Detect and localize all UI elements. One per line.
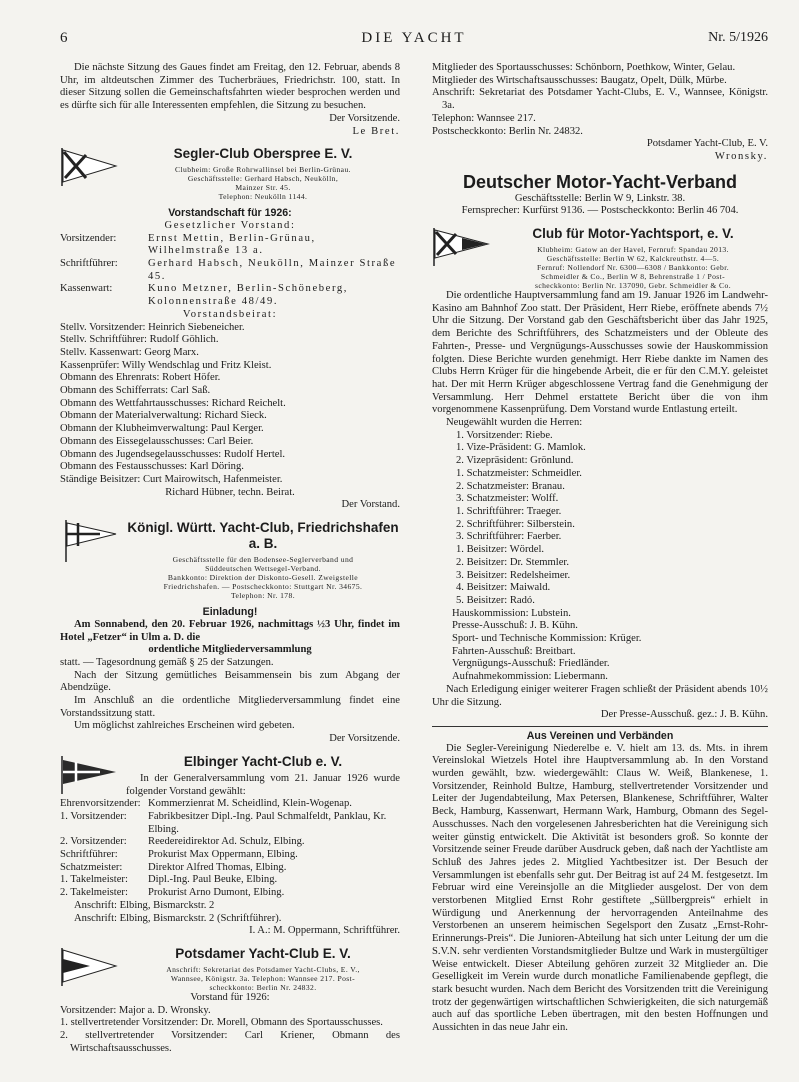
section-heading: Vorstandschaft für 1926:	[168, 207, 292, 220]
club-info-line: Clubheim: Große Rohrwallinsel bei Berlin-Grünau.	[175, 165, 351, 175]
list-item: 2. Beisitzer: Dr. Stemmler.	[456, 556, 569, 568]
club-info-line: Süddeutschen Wettsegel-Verband.	[205, 564, 321, 574]
board-row: Schatzmeister: Direktor Alfred Thomas, Elbing.	[60, 861, 287, 873]
club-info-line: Geschäftsstelle: Gerhard Habsch, Neukölln,	[187, 174, 339, 184]
journal-title: DIE YACHT	[361, 30, 467, 46]
advisory-line: Kassenprüfer: Willy Wendschlag und Fritz Kleist.	[60, 359, 272, 371]
club-info-line: scheckkonto: Berlin Nr. 137090, Gebr. Schmeidler & Co.	[534, 281, 732, 291]
potsdam-line: Telephon: Wannsee 217.	[432, 112, 536, 124]
elected-intro: Neugewählt wurden die Herren:	[446, 417, 583, 429]
list-item: Fahrten-Ausschuß: Breitbart.	[452, 645, 576, 657]
advisory-line: Obmann des Festausschusses: Karl Döring.	[60, 461, 244, 473]
list-item: 3. Beisitzer: Redelsheimer.	[456, 569, 571, 581]
list-item: Presse-Ausschuß: J. B. Kühn.	[452, 620, 578, 632]
list-item: 1. Vize-Präsident: G. Mamlok.	[456, 442, 586, 454]
club-elbing	[60, 754, 400, 798]
list-item: Sport- und Technische Kommission: Krüger.	[452, 633, 642, 645]
club-title: Potsdamer Yacht-Club E. V.	[175, 945, 351, 961]
club-address: Anschrift: Elbing, Bismarckstr. 2	[74, 899, 215, 911]
pennant-oberspree-icon	[60, 146, 118, 188]
potsdam-line: Mitglieder des Sportausschusses: Schönborn, Poethkow, Winter, Gelau.	[432, 62, 736, 73]
invitation-text: Am Sonnabend, den 20. Februar 1926, nachmittags ½3 Uhr, findet im Hotel „Fetzer“ in Ulm a. D. die	[60, 618, 400, 643]
board-row: 2. Vorsitzender: Reedereidirektor Ad. Schulz, Elbing.	[60, 836, 305, 848]
board-line: 1. stellvertretender Vorsitzender: Dr. Morell, Obmann des Sportausschusses.	[60, 1017, 383, 1029]
invitation-text: Um möglichst zahlreiches Erscheinen wird gebeten.	[74, 720, 295, 732]
association-title: Deutscher Motor-Yacht-Verband	[462, 171, 738, 192]
club-oberspree	[60, 146, 400, 201]
news-paragraph: Die Segler-Vereinigung Niederelbe e. V. hielt am 13. ds. Mts. in ihrem Vereinslokal Wietzels Hotel ihre Hauptversammlung ab. In den Vorstand wurden gewählt, bzw. wiedergewählt: Claus W. Weiß, Blankenese, 1. Vorsitzender, Reinhold Bultze, Hamburg, stellvertretender Vorsitzender und Leiter der Jugendabteilung, Max Petersen, Blankenese, Schriftführer, Walter Beck, Hamburg, Kassenwart, Hermann Wark, Hamburg, Obmann des Segel-Ausschusses. Nach den vorgelesenen Jahresberichten hat die Vereinigung sich weiter günstig entwickelt. Die Aktivität ist besonders groß. So konnte der Vorsitzende seiner Freude darüber Ausdruck geben, daß nach der Yachtliste am Schluß des Jahres jedes 2. Mitglied Yachtbesitzer ist. Der Besuch der Versammlungen ist ebenfalls sehr gut. Der Beitrag ist auf 24 M. festgesetzt. Im Februar wird eine Vereinsjolle an die Mitglieder ausgelost. Der von dem verstorbenen Mitglied Ernst Rohr gestiftete „Süllbergpreis“ erhielt in Würdigung und Anerkennung der hervorragenden Anteilnahme des Verstorbenen an unserem heimischen Segelsport den Zusatz „Ernst-Rohr-Erinnerungs-Preis“. Die Junioren-Abteilung hat sich unter Leitung der um die S.V.N. sehr verdienten Vorstandsmitglieder Bultze und Wark in mustergültiger Weise entwickelt. Dieser Abteilung gehören zurzeit 32 Mitglieder an. Die Geselligkeit im Verein wurde durch monatliche Familienabende gepflegt, die stark besucht wurden. Nach dem Bericht des Vorsitzenden tritt die Vereinigung trotz der gegenwärtigen wirtschaftlichen Schwierigkeiten, die sich naturgemäß auch auf das sportliche Leben übertragen, mit den besten Hoffnungen und Aussichten in das neue Jahr ein.	[432, 742, 768, 1034]
board-row: 2. Takelmeister: Prokurist Arno Dumont, Elbing.	[60, 887, 285, 899]
advisory-line: Obmann des Schifferrats: Carl Saß.	[60, 385, 211, 397]
invitation-text: statt. — Tagesordnung gemäß § 25 der Satzungen.	[60, 656, 274, 668]
divider	[432, 726, 768, 727]
list-item: 4. Beisitzer: Maiwald.	[456, 582, 551, 594]
section-subheading: Gesetzlicher Vorstand:	[164, 219, 296, 231]
page-header	[60, 30, 768, 50]
list-item: 1. Schriftführer: Traeger.	[456, 505, 562, 517]
club-info-line: Schmeidler & Co., Berlin W 8, Behrenstraße 1 / Post-	[540, 272, 726, 282]
board-line: Vorsitzender: Major a. D. Wronsky.	[60, 1004, 211, 1016]
club-title: Königl. Württ. Yacht-Club, Friedrichshafen a. B.	[127, 520, 399, 552]
club-signature: Der Presse-Ausschuß. gez.: J. B. Kühn.	[600, 709, 768, 721]
intro-signature-name: Le Bret.	[352, 125, 400, 137]
club-info-line: Wannsee, Königstr. 3a. Telephon: Wannsee 217. Post-	[170, 973, 356, 983]
club-info-line: Geschäftsstelle: Berlin W 62, Kalckreuthstr. 4—5.	[546, 254, 720, 264]
board-row: 1. Takelmeister: Dipl.-Ing. Paul Beuke, Elbing.	[60, 874, 278, 886]
club-title: Segler-Club Oberspree E. V.	[173, 146, 353, 162]
club-potsdam	[60, 946, 400, 992]
list-item: Hauskommission: Lubstein.	[452, 607, 571, 619]
association-address: Geschäftsstelle: Berlin W 9, Linkstr. 38.	[514, 192, 686, 204]
club-info-line: Mainzer Str. 45.	[235, 183, 291, 193]
advisory-line: Ständige Beisitzer: Curt Mairowitsch, Hafenmeister.	[60, 473, 283, 485]
advisory-line: Obmann der Klubheimverwaltung: Paul Kerger.	[60, 423, 264, 435]
advisory-line: Obmann des Eissegelausschusses: Carl Beier.	[60, 435, 254, 447]
list-item: 2. Schatzmeister: Branau.	[456, 480, 565, 492]
board-row: Ehrenvorsitzender: Kommerzienrat M. Scheidlind, Klein-Wogenap.	[60, 798, 352, 810]
pennant-potsdam-icon	[60, 946, 118, 988]
section-heading: Aus Vereinen und Verbänden	[526, 729, 674, 742]
board-row: Kassenwart: Kuno Metzner, Berlin-Schöneberg, Kolonnenstraße 48/49.	[60, 283, 349, 308]
invitation-text: Im Anschluß an die ordentliche Mitgliederversammlung findet eine Vorstandssitzung statt.	[60, 695, 400, 719]
advisory-line: Obmann des Jugendsegelausschusses: Rudolf Hertel.	[60, 448, 286, 460]
issue-number: Nr. 5/1926	[708, 30, 768, 45]
advisory-line: Obmann des Wettfahrtausschusses: Richard Reichelt.	[60, 397, 286, 409]
board-row: Vorsitzender: Ernst Mettin, Berlin-Grünau, Wilhelmstraße 13 a.	[60, 232, 316, 257]
list-item: 3. Schatzmeister: Wolff.	[456, 493, 559, 505]
board-line: 2. stellvertretender Vorsitzender: Carl Kriener, Obmann des Wirtschaftsausschusses.	[60, 1030, 400, 1054]
section-subheading: Vorstandsbeirat:	[182, 308, 278, 320]
club-signature: Der Vorstand.	[341, 499, 400, 511]
list-item: 2. Vizepräsident: Grönlund.	[456, 455, 574, 467]
club-info-line: Bankkonto: Direktion der Diskonto-Gesell. Zweigstelle	[167, 573, 359, 583]
board-row: Schriftführer: Prokurist Max Oppermann, Elbing.	[60, 849, 298, 861]
closing-text: Nach Erledigung einiger weiterer Fragen schließt der Präsident abends 10½ Uhr die Sitzung.	[432, 683, 768, 708]
list-item: 3. Schriftführer: Faerber.	[456, 531, 562, 543]
club-info-line: Telephon: Nr. 178.	[230, 591, 296, 601]
club-text: In der Generalversammlung vom 21. Januar 1926 wurde folgender Vorstand gewählt:	[126, 772, 400, 797]
advisory-line: Obmann der Materialverwaltung: Richard Sieck.	[60, 410, 267, 422]
club-info-line: scheckkonto: Berlin Nr. 24832.	[209, 982, 317, 992]
intro-paragraph: Die nächste Sitzung des Gaues findet am Freitag, den 12. Februar, abends 8 Uhr, im altdeutschen Zimmer des Tucherbräues, Friedrichstr. 100, statt. In dieser Sitzung sollen die Gemeinschaftsfahrten wieder besprochen werden und es dürfte sich für alle Interessenten empfehlen, die Sitzung zu besuchen.	[60, 62, 400, 112]
list-item: 5. Beisitzer: Radó.	[456, 594, 535, 606]
club-signature: Der Vorsitzende.	[329, 733, 400, 745]
advisory-line: Stellv. Kassenwart: Georg Marx.	[60, 346, 199, 358]
board-row: 1. Vorsitzender: Fabrikbesitzer Dipl.-Ing. Paul Schmalfeldt, Panklau, Kr. Elbing.	[60, 810, 387, 835]
list-item: 1. Schatzmeister: Schmeidler.	[456, 467, 582, 479]
club-address: Anschrift: Elbing, Bismarckstr. 2 (Schriftführer).	[74, 912, 282, 924]
potsdam-line: Postscheckkonto: Berlin Nr. 24832.	[432, 125, 583, 137]
club-wuerttemberg	[60, 520, 400, 600]
list-item: 1. Vorsitzender: Riebe.	[456, 429, 553, 441]
association-contact: Fernsprecher: Kurfürst 9136. — Postscheckkonto: Berlin 46 704.	[461, 205, 739, 217]
intro-signature-role: Der Vorsitzende.	[329, 112, 400, 124]
club-title: Elbinger Yacht-Club e. V.	[183, 753, 343, 769]
advisory-line: Obmann des Ehrenrats: Robert Höfer.	[60, 372, 221, 384]
club-title: Club für Motor-Yachtsport, e. V.	[532, 226, 734, 242]
right-column	[432, 62, 768, 1035]
pennant-wuerttemberg-icon	[60, 520, 118, 562]
elected-list	[432, 430, 768, 608]
club-info-line: Fernruf: Nollendorf Nr. 6300—6308 / Bankkonto: Gebr.	[536, 263, 730, 273]
advisory-line: Stellv. Vorsitzender: Heinrich Siebeneicher.	[60, 321, 245, 333]
club-info-line: Klubheim: Gatow an der Havel, Fernruf: Spandau 2013.	[537, 245, 729, 255]
advisory-line: Richard Hübner, techn. Beirat.	[165, 486, 295, 498]
pennant-elbing-icon	[60, 754, 118, 796]
meeting-name: ordentliche Mitgliederversammlung	[148, 644, 312, 656]
pennant-cmy-icon	[432, 226, 490, 268]
meeting-report: Die ordentliche Hauptversammlung fand am 19. Januar 1926 im Landwehr-Kasino am Bahnhof Zoo statt. Der Präsident, Herr Riebe, eröffnete abends 7½ Uhr die Sitzung. Der Vorstand gab den Geschäftsbericht über das Jahr 1925, dem Berichte des Schriftführers, des Schatzmeisters und der Obleute des Fahrten-, Presse- und Vergnügungs-Ausschusses sowie der Hauskommission folgten. Diese Berichte wurden genehmigt. Herr Riebe dankte im Namen des Clubs Herrn Krüger für die hingebende Arbeit, die er für den C.M.Y. geleistet hat. Der mit Herrn Krüger abgeschlossene Vertrag fand die Genehmigung der Versammlung. Herr Dehmel erstattete Bericht über die von ihm vorgenommene Kassenprüfung. Dem Vorstand wurde Entlastung erteilt.	[432, 290, 768, 416]
section-subheading: Vorstand für 1926:	[190, 991, 270, 1003]
potsdam-line: Mitglieder des Wirtschaftsausschusses: Baugatz, Opelt, Dülk, Mürbe.	[432, 74, 727, 86]
list-item: 2. Schriftführer: Silberstein.	[456, 518, 575, 530]
potsdam-line: Anschrift: Sekretariat des Potsdamer Yacht-Clubs, E. V., Wannsee, Königstr. 3a.	[432, 87, 768, 112]
club-info-line: Anschrift: Sekretariat des Potsdamer Yacht-Clubs, E. V.,	[166, 964, 360, 974]
club-info-line: Geschäftsstelle für den Bodensee-Seglerverband und	[172, 555, 354, 565]
club-signature: I. A.: M. Oppermann, Schriftführer.	[249, 925, 400, 937]
left-column	[60, 62, 400, 1055]
invitation-text: Nach der Sitzung gemütliches Beisammensein bis zum Abgang der Abendzüge.	[60, 669, 400, 694]
club-info-line: Friedrichshafen. — Postscheckkonto: Stuttgart Nr. 34675.	[163, 582, 363, 592]
club-motor-yachtsport	[432, 226, 768, 290]
invitation-heading: Einladung!	[202, 606, 258, 619]
board-row: Schriftführer: Gerhard Habsch, Neukölln, Mainzer Straße 45.	[60, 258, 397, 282]
list-item: 1. Beisitzer: Wördel.	[456, 544, 545, 556]
club-info-line: Telephon: Neukölln 1144.	[218, 192, 308, 202]
potsdam-signature-name: Wronsky.	[714, 150, 768, 162]
commission-list	[432, 608, 768, 684]
potsdam-signature: Potsdamer Yacht-Club, E. V.	[646, 138, 768, 150]
list-item: Aufnahmekommission: Liebermann.	[452, 671, 608, 683]
list-item: Vergnügungs-Ausschuß: Friedländer.	[452, 658, 610, 670]
advisory-line: Stellv. Schriftführer: Rudolf Göhlich.	[60, 334, 219, 346]
page-number: 6	[60, 30, 68, 46]
